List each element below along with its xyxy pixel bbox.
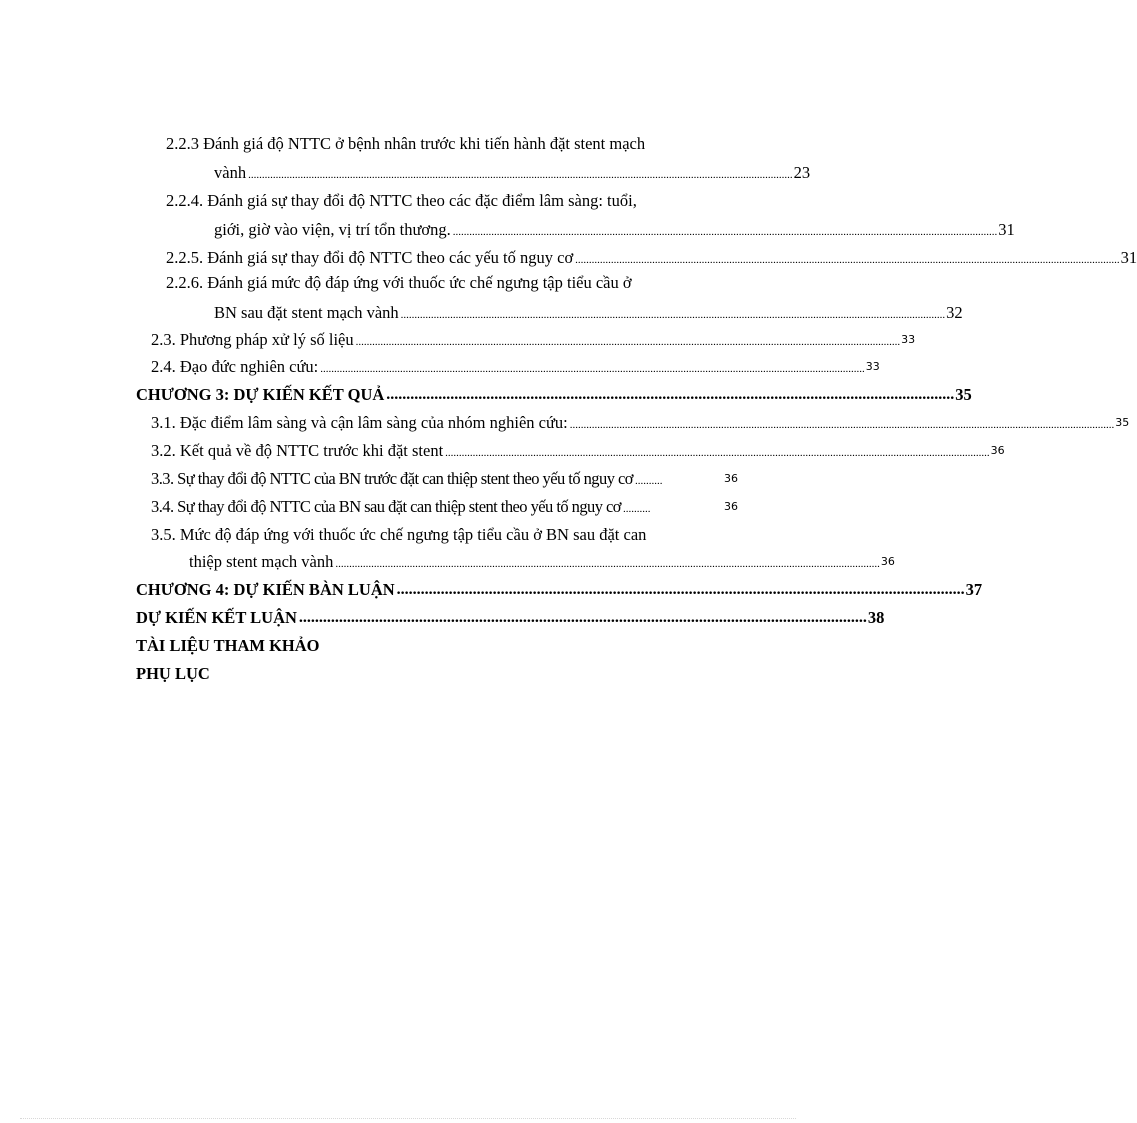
page-bottom-divider [20, 1118, 796, 1119]
toc-page-number: 36 [724, 500, 738, 513]
dot-leader: ...................................................................................................................................................................................................... [452, 226, 998, 238]
toc-entry-text: 2.2.5. Đánh giá sự thay đổi độ NTTC theo các yếu tố nguy cơ [166, 248, 574, 267]
toc-entry-2-4[interactable] [151, 356, 880, 378]
toc-page-number: 37 [965, 580, 983, 599]
toc-entry-2-3[interactable] [151, 329, 916, 351]
dot-leader: ...................................................................................................................................................................................................... [445, 447, 990, 459]
toc-page-number: 33 [901, 333, 916, 346]
dot-leader: .......... [634, 475, 663, 487]
toc-page-number: 35 [1115, 416, 1130, 429]
toc-entry-text: 2.4. Đạo đức nghiên cứu: [151, 357, 319, 376]
toc-entry-2-2-6-line1: 2.2.6. Đánh giá mức độ đáp ứng với thuốc ức chế ngưng tập tiểu cầu ở [166, 273, 632, 292]
toc-entry-text: 3.3. Sự thay đổi độ NTTC của BN trước đặt can thiệp stent theo yếu tố nguy cơ [151, 469, 633, 488]
toc-page-number: 31 [998, 220, 1015, 239]
dot-leader: ...................................................................................................................................................................................................... [569, 419, 1115, 431]
toc-page-number: 38 [867, 608, 885, 627]
toc-entry-text: BN sau đặt stent mạch vành [214, 303, 399, 322]
dot-leader: ...................................................................................................................................................................................................... [248, 169, 793, 181]
toc-page-number: 33 [865, 360, 880, 373]
dot-leader: ...................................................................................................................................................................................................... [320, 363, 865, 375]
toc-page-number: 35 [955, 385, 972, 404]
dot-leader: .............................................................................................................................................. [298, 609, 867, 626]
toc-page-number: 36 [990, 444, 1005, 457]
toc-entry-text: giới, giờ vào viện, vị trí tổn thương. [214, 220, 451, 239]
dot-leader: ...................................................................................................................................................................................................... [335, 558, 880, 570]
toc-entry-text: thiệp stent mạch vành [189, 552, 334, 571]
toc-appendix[interactable]: PHỤ LỤC [136, 664, 210, 683]
dot-leader: ...................................................................................................................................................................................................... [400, 309, 946, 321]
toc-chapter-text: CHƯƠNG 4: DỰ KIẾN BÀN LUẬN [136, 580, 395, 599]
dot-leader: ...................................................................................................................................................................................................... [575, 254, 1120, 266]
dot-leader: .............................................................................................................................................. [396, 581, 965, 598]
toc-entry-text: 2.3. Phương pháp xử lý số liệu [151, 330, 354, 349]
toc-entry-text: 3.2. Kết quả về độ NTTC trước khi đặt stent [151, 441, 444, 460]
toc-conclusion[interactable] [136, 607, 885, 629]
toc-entry-text: vành [214, 163, 247, 182]
dot-leader: ...................................................................................................................................................................................................... [355, 336, 901, 348]
toc-page-number: 23 [793, 163, 811, 182]
toc-entry-3-5-line1: 3.5. Mức độ đáp ứng với thuốc ức chế ngưng tập tiểu cầu ở BN sau đặt can [151, 525, 647, 544]
toc-references[interactable]: TÀI LIỆU THAM KHẢO [136, 636, 320, 655]
toc-chapter-text: CHƯƠNG 3: DỰ KIẾN KẾT QUẢ [136, 385, 385, 404]
toc-page-number: 31 [1120, 248, 1137, 267]
toc-entry-2-2-5[interactable] [166, 247, 1137, 269]
toc-entry-3-2[interactable] [151, 440, 1005, 462]
toc-entry-text: 3.1. Đặc điểm lâm sàng và cận lâm sàng của nhóm nghiên cứu: [151, 413, 568, 432]
toc-entry-2-2-4-line1: 2.2.4. Đánh giá sự thay đổi độ NTTC theo các đặc điểm lâm sàng: tuổi, [166, 191, 637, 210]
dot-leader: .......... [622, 503, 651, 515]
toc-page-number: 32 [946, 303, 963, 322]
toc-chapter-4[interactable] [136, 579, 983, 601]
toc-chapter-3[interactable] [136, 384, 972, 406]
toc-entry-3-4[interactable] [151, 496, 738, 518]
toc-page-number: 36 [724, 472, 738, 485]
dot-leader: .............................................................................................................................................. [386, 386, 955, 403]
toc-entry-3-5[interactable] [189, 551, 895, 573]
toc-entry-3-1[interactable] [151, 412, 1130, 434]
toc-page-number: 36 [880, 555, 895, 568]
toc-chapter-text: DỰ KIẾN KẾT LUẬN [136, 608, 297, 627]
toc-entry-2-2-6[interactable] [214, 302, 963, 324]
toc-entry-3-3[interactable] [151, 468, 738, 490]
toc-entry-2-2-3-line1: 2.2.3 Đánh giá độ NTTC ở bệnh nhân trước khi tiến hành đặt stent mạch [166, 134, 646, 153]
toc-entry-2-2-4[interactable] [214, 219, 1015, 241]
toc-entry-2-2-3[interactable] [214, 162, 811, 184]
toc-entry-text: 3.4. Sự thay đổi độ NTTC của BN sau đặt can thiệp stent theo yếu tố nguy cơ [151, 497, 621, 516]
